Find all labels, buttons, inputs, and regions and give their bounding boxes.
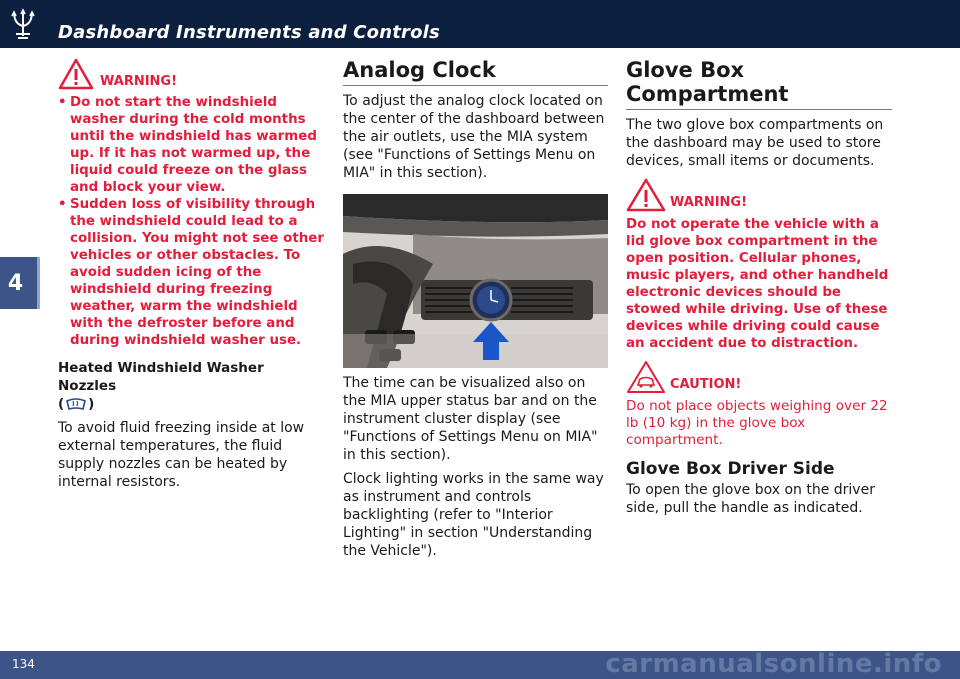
- page-header: [0, 0, 960, 48]
- watermark: carmanualsonline.info: [605, 649, 942, 679]
- warning-header: [626, 178, 892, 212]
- paren-open: (: [58, 396, 65, 412]
- page-number: 134: [12, 657, 35, 671]
- warning-item: • Do not start the windshield washer during the cold months until the windshield has warmed up. If it has not warmed up, the liquid could freeze on the glass and block your view.: [58, 94, 326, 196]
- warning-triangle-icon: [626, 178, 666, 212]
- column-right: [626, 58, 892, 517]
- glove-box-warning-text: Do not operate the vehicle with a lid glove box compartment in the open position. Cellular phones, music players, and other handheld electronic devices should be stowed while driving. Use of these devices while driving could cause an accident due to distraction.: [626, 217, 889, 351]
- caution-car-icon: [626, 360, 666, 394]
- trident-logo-icon: [8, 8, 38, 40]
- warning-triangle-icon: [58, 58, 94, 90]
- warning-header: [58, 58, 326, 90]
- glove-box-driver-side-heading: Glove Box Driver Side: [626, 459, 835, 479]
- glove-box-driver-side-text: To open the glove box on the driver side, pull the handle as indicated.: [626, 482, 875, 516]
- caution-header: [626, 360, 892, 394]
- heated-washer-nozzle-icon: [64, 397, 88, 411]
- glove-box-heading: Glove Box Compartment: [626, 58, 892, 110]
- warning-label: WARNING!: [100, 73, 178, 89]
- column-left: [58, 58, 326, 491]
- chapter-tab: 4: [0, 257, 40, 309]
- washer-nozzles-text: To avoid fluid freezing inside at low external temperatures, the fluid supply nozzles can be heated by internal resistors.: [58, 420, 305, 490]
- analog-clock-para1: To adjust the analog clock located on the center of the dashboard between the air outlets, use the MIA system (see "Functions of Settings Menu on MIA" in this section).: [343, 93, 605, 181]
- glove-box-intro: The two glove box compartments on the dashboard may be used to store devices, small items or documents.: [626, 117, 884, 169]
- paren-close: ): [88, 396, 95, 412]
- dashboard-clock-photo: [343, 194, 608, 368]
- analog-clock-heading: Analog Clock: [343, 58, 608, 86]
- caution-label: CAUTION!: [670, 376, 742, 392]
- washer-nozzles-heading: [58, 359, 326, 413]
- warning-list: [58, 94, 326, 349]
- washer-nozzles-title: Heated Windshield Washer Nozzles: [58, 360, 264, 394]
- column-middle: [343, 58, 608, 560]
- analog-clock-para2: The time can be visualized also on the MIA upper status bar and on the instrument cluster display (see "Functions of Settings Menu on MIA" in this section).: [343, 375, 598, 463]
- warning-item: • Sudden loss of visibility through the windshield could lead to a collision. You might not see other vehicles or other obstacles. To avoid sudden icing of the windshield during freezing weather, warm the windshield with the defroster before and during windshield washer use.: [58, 196, 326, 349]
- page-title: Dashboard Instruments and Controls: [58, 22, 440, 43]
- warning-label: WARNING!: [670, 194, 748, 210]
- glove-box-caution-text: Do not place objects weighing over 22 lb (10 kg) in the glove box compartment.: [626, 398, 888, 448]
- analog-clock-para3: Clock lighting works in the same way as instrument and controls backlighting (refer to "Interior Lighting" in section "Understanding the Vehicle").: [343, 471, 604, 559]
